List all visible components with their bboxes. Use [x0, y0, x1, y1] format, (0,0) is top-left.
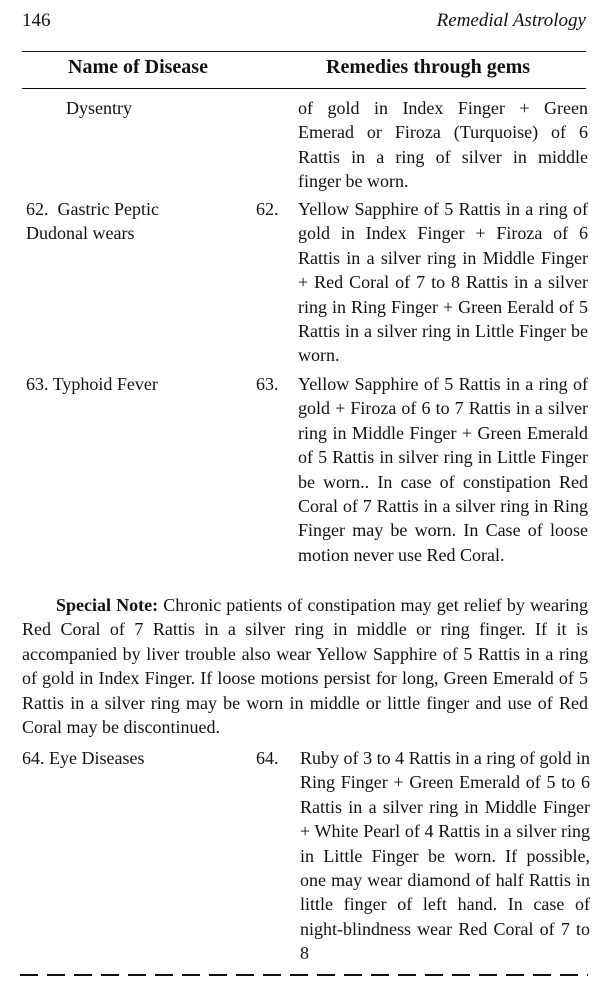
running-title: Remedial Astrology	[436, 10, 586, 31]
column-header-disease: Name of Disease	[68, 56, 208, 78]
remedy-text: Yellow Sapphire of 5 Rattis in a ring of gold in Index Finger + Firoza of 6 Rattis in a silver ring in Middle Finger + Red Coral of 7 to 8 Rattis in a silver ring in Ring Finger + Green Eerald of 5 Rattis in a silver ring in Little Finger be worn.	[298, 199, 588, 366]
page-bottom-dashed-rule	[20, 974, 588, 976]
column-header-remedy: Remedies through gems	[326, 56, 531, 78]
disease-name: 64. Eye Diseases	[22, 748, 145, 768]
page-number: 146	[22, 10, 51, 31]
top-rule	[22, 51, 586, 52]
remedy-text: of gold in Index Finger + Green Emerad or Firoza (Turquoise) of 6 Rattis in a ring of silver in middle finger be worn.	[298, 98, 588, 192]
header-rule	[22, 88, 586, 89]
remedy-text: Ruby of 3 to 4 Rattis in a ring of gold in Ring Finger + Green Emerald of 5 to 6 Rattis in a silver ring in Middle Finger + White Pearl of 4 Rattis in a silver ring in Little Finger be worn. If possible, one may wear diamond of half Rattis in little finger of left hand. In case of night-blindness wear Red Coral of 7 to 8	[300, 748, 590, 964]
special-note	[22, 593, 588, 739]
disease-name: Dysentry	[66, 98, 132, 118]
remedy-text: Yellow Sapphire of 5 Rattis in a ring of gold + Firoza of 6 to 7 Rattis in a silver ring in Middle Finger + Green Emerald of 5 Rattis in silver ring in Little Finger be worn.. In case of constipation Red Coral of 7 Rattis in a silver ring in Ring Finger may be worn. In Case of loose motion never use Red Coral.	[298, 374, 588, 565]
remedy-number: 64.	[256, 748, 279, 768]
remedy-number: 62.	[256, 199, 279, 219]
disease-name: 62. Gastric Peptic Dudonal wears	[26, 199, 159, 244]
disease-name: 63. Typhoid Fever	[26, 374, 158, 394]
remedy-number: 63.	[256, 374, 279, 394]
special-note-text: Chronic patients of constipation may get relief by wearing Red Coral of 7 Rattis in a silver ring in middle or ring finger. If it is accompanied by liver trouble also wear Yellow Sapphire of 5 Rattis in a ring of gold in Index Finger. If loose motions persist for long, Green Emerald of 5 Rattis in a silver ring may be worn in middle or little finger and use of Red Coral may be discontinued.	[22, 595, 588, 738]
special-note-lead: Special Note:	[56, 595, 159, 615]
